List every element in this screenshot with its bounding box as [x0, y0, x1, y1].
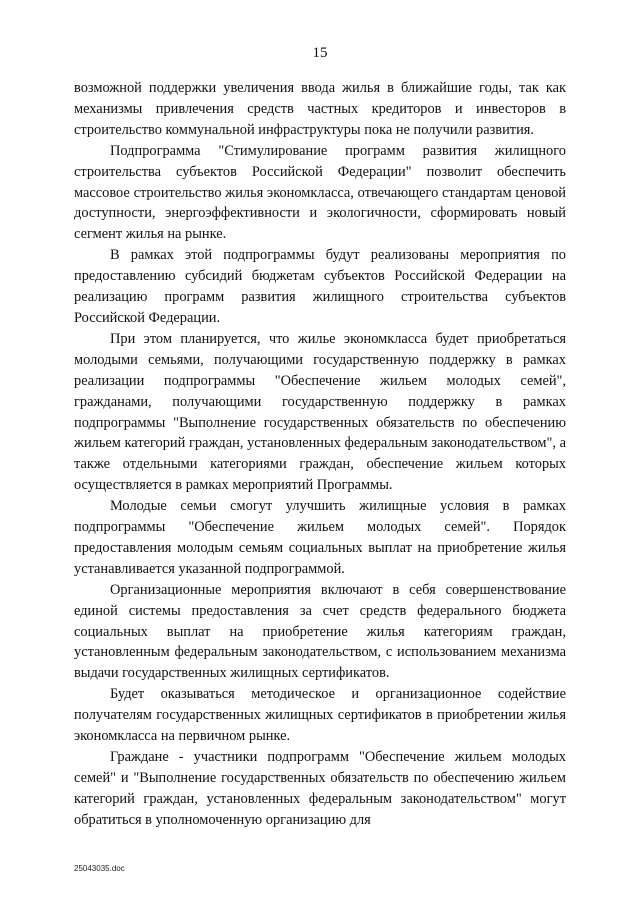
- paragraph: Будет оказываться методическое и организационное содействие получателям государственных жилищных сертификатов в приобретении жилья экономкласса на первичном рынке.: [74, 686, 566, 745]
- paragraph: Граждане - участники подпрограмм "Обеспечение жильем молодых семей" и "Выполнение государственных обязательств по обеспечению жильем категорий граждан, установленных федеральным законодательством" могут обратиться в уполномоченную организацию для: [74, 749, 566, 828]
- paragraph: Организационные мероприятия включают в себя совершенствование единой системы предоставления за счет средств федерального бюджета социальных выплат на приобретение жилья категориям граждан, установленным федеральным законодательством, с использованием механизма выдачи государственных жилищных сертификатов.: [74, 581, 566, 682]
- paragraph-continuation: возможной поддержки увеличения ввода жилья в ближайшие годы, так как механизмы привлечения средств частных кредиторов и инвесторов в строительство коммунальной инфраструктуры пока не получили развития.: [74, 80, 566, 138]
- paragraph: Молодые семьи смогут улучшить жилищные условия в рамках подпрограммы "Обеспечение жильем молодых семей". Порядок предоставления молодым семьям социальных выплат на приобретение жилья устанавливается указанной подпрограммой.: [74, 498, 566, 577]
- paragraph: В рамках этой подпрограммы будут реализованы мероприятия по предоставлению субсидий бюджетам субъектов Российской Федерации на реализацию программ развития жилищного строительства субъектов Российской Федерации.: [74, 247, 566, 326]
- paragraph: При этом планируется, что жилье экономкласса будет приобретаться молодыми семьями, получающими государственную поддержку в рамках реализации подпрограммы "Обеспечение жильем молодых семей", гражданами, получающими государственную поддержку в рамках подпрограммы "Выполнение государственных обязательств по обеспечению жильем категорий граждан, установленных федеральным законодательством", а также отдельными категориями граждан, обеспечение жильем которых осуществляется в рамках мероприятий Программы.: [74, 330, 566, 494]
- paragraph: Подпрограмма "Стимулирование программ развития жилищного строительства субъектов Российской Федерации" позволит обеспечить массовое строительство жилья экономкласса, отвечающего стандартам ценовой доступности, энергоэффективности и экологичности, сформировать новый сегмент жилья на рынке.: [74, 142, 566, 243]
- document-body: [74, 78, 566, 831]
- footer-filename: 25043035.doc: [74, 864, 125, 873]
- page-number: 15: [312, 45, 328, 61]
